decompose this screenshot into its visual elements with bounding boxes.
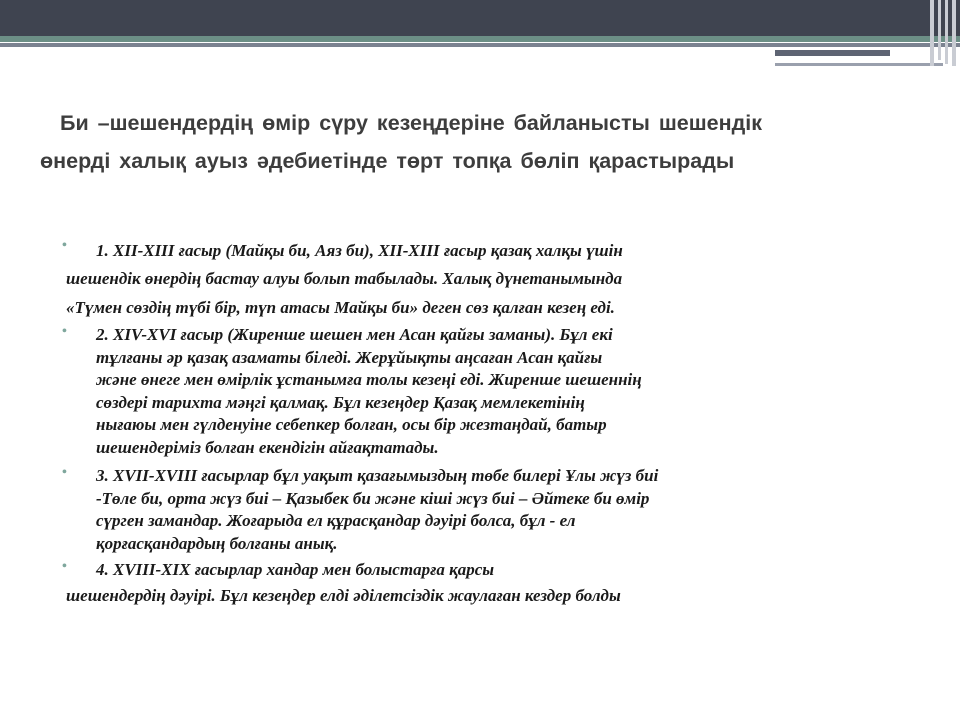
decorative-line	[775, 50, 890, 56]
bullet-icon: •	[62, 465, 67, 480]
list-item-line: шешендердің дәуірі. Бұл кезеңдер елді әділетсіздік жаулаған кездер болды	[66, 586, 621, 605]
list-item-line: сөздері тарихта мәңгі қалмақ. Бұл кезеңдер Қазақ мемлекетінің	[96, 392, 585, 412]
list-item-line: нығаюы мен гүлденуіне себепкер болған, осы бір жезтаңдай, батыр	[96, 415, 607, 434]
top-header-band	[0, 0, 960, 36]
list-item-line: 2. XIV-XVI ғасыр (Жиренше шешен мен Асан қайғы заманы). Бұл екі	[96, 325, 613, 344]
list-item-line: 3. XVII-XVIII ғасырлар бұл уақыт қазағымыздың төбе билері Ұлы жүз биі	[96, 466, 659, 485]
title-line: Би –шешендердің өмір сүру кезеңдеріне байланысты шешендік	[60, 111, 762, 135]
list-item-line: -Төле би, орта жүз биі – Қазыбек би және кіші жүз биі – Әйтеке би өмір	[96, 488, 650, 508]
decorative-bar	[952, 0, 956, 66]
bullet-icon: •	[62, 559, 67, 574]
slide-title	[40, 104, 920, 180]
title-line: өнерді халық ауыз әдебиетінде төрт топқа бөліп қарастырады	[40, 149, 735, 173]
decorative-bar	[945, 0, 948, 64]
accent-stripe	[0, 36, 960, 42]
decorative-bar	[930, 0, 934, 66]
decorative-bar	[938, 0, 941, 60]
list-item	[62, 559, 906, 610]
list-item-line: шешендеріміз болған екендігін айғақтатады.	[96, 437, 439, 457]
list-item-line: 4. XVIII-XIX ғасырлар хандар мен болыстарға қарсы	[96, 560, 495, 579]
bullet-list	[62, 238, 906, 610]
list-item-line: 1. XII-XIII ғасыр (Майқы би, Аяз би), XII-XIII ғасыр қазақ халқы үшін	[96, 241, 623, 260]
grey-stripe	[0, 43, 960, 47]
list-item-line: және өнеге мен өмірлік ұстанымға толы кезеңі еді. Жиренше шешеннің	[96, 370, 642, 389]
list-item-line: қорғасқандардың болғаны анық.	[96, 533, 338, 553]
bullet-icon: •	[62, 238, 67, 253]
decorative-line	[775, 63, 943, 66]
list-item	[62, 324, 906, 459]
list-item-line: шешендік өнердің бастау алуы болып табылады. Халық дүнетанымында	[66, 269, 623, 288]
list-item	[62, 465, 906, 555]
list-item	[62, 238, 906, 322]
bullet-icon: •	[62, 324, 67, 339]
list-item-line: тұлғаны әр қазақ азаматы біледі. Жерұйықты аңсаған Асан қайғы	[96, 347, 603, 367]
list-item-line: сүрген замандар. Жоғарыда ел құрасқандар дәуірі болса, бұл - ел	[96, 511, 576, 530]
list-item-line: «Түмен сөздің түбі бір, түп атасы Майқы би» деген сөз қалған кезең еді.	[66, 298, 615, 317]
